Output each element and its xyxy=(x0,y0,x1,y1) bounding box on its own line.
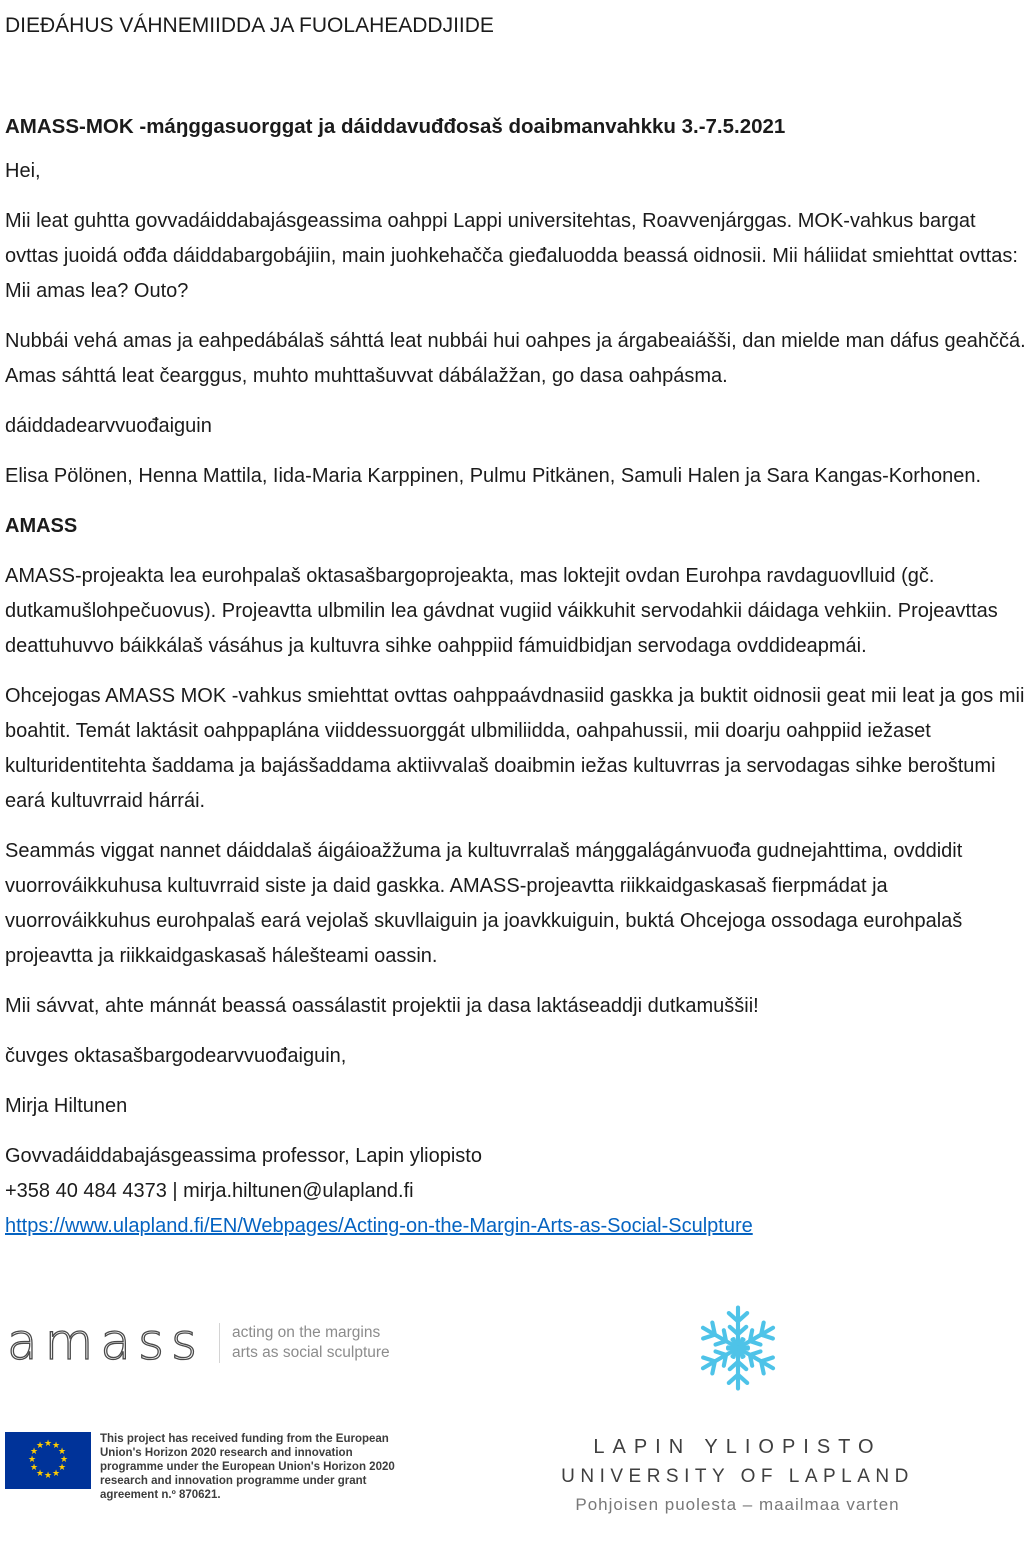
paragraph-ohcejogas: Ohcejogas AMASS MOK -vahkus smiehttat ovttas oahppaávdnasiid gaskka ja buktit oidnosii geat mii leat ja gos mii boahtit. Temát laktásit oahppaplána viiddessuorggát ulbmiliidda, oahpahussii, mii doarju oahppiid iežaset kulturidentitehta šaddama ja bajásšaddama aktiivvalaš doaibmin iežas kultuvrras ja servodagas sihke beroštumi eará kultuvrraid hárrái. xyxy=(5,685,1025,812)
amass-logo xyxy=(5,1314,445,1372)
footer-right-column xyxy=(445,1300,1030,1515)
svg-text:★: ★ xyxy=(35,1469,45,1479)
snowflake-icon xyxy=(692,1302,784,1394)
signer-name: Mirja Hiltunen xyxy=(5,1095,128,1117)
regards-art: dáiddadearvvuođaiguin xyxy=(5,415,212,437)
svg-text:★: ★ xyxy=(59,1455,69,1465)
closing-regards: čuvges oktasašbargodearvvuođaiguin, xyxy=(5,1045,347,1067)
amass-taglines xyxy=(219,1323,390,1363)
document-title: AMASS-MOK -máŋggasuorggat ja dáiddavuđđosaš doaibmanvahkku 3.-7.5.2021 xyxy=(5,115,786,138)
svg-text:★: ★ xyxy=(43,1471,53,1481)
signer-title: Govvadáiddabajásgeassima professor, Lapin yliopisto xyxy=(5,1145,482,1167)
university-link[interactable]: https://www.ulapland.fi/EN/Webpages/Acting-on-the-Margin-Arts-as-Social-Sculpture xyxy=(5,1215,753,1237)
amass-section-heading: AMASS xyxy=(5,515,78,537)
svg-text:★: ★ xyxy=(27,1455,37,1465)
svg-text:★: ★ xyxy=(35,1441,45,1451)
svg-text:★: ★ xyxy=(29,1463,39,1473)
lapland-name-en: UNIVERSITY OF LAPLAND xyxy=(561,1466,914,1487)
lapland-slogan: Pohjoisen puolesta – maailmaa varten xyxy=(575,1495,900,1514)
greeting: Hei, xyxy=(5,160,41,182)
link-line xyxy=(5,1209,1030,1244)
eu-funding-text: This project has received funding from the European Union's Horizon 2020 research and innovation programme under the European Union's Horizon 2020 research and innovation programme under grant agreement n.º 870621. xyxy=(100,1433,395,1501)
paragraph-amas: Nubbái vehá amas ja eahpedábálaš sáhttá leat nubbái hui oahpes ja árgabeaiášši, dan mielde man dáfus geahččá. Amas sáhttá leat čearggus, muhto muhttašuvvat dábálažžan, go dasa oahpásma. xyxy=(5,330,1026,387)
lapland-name-fi: LAPIN YLIOPISTO xyxy=(593,1436,882,1458)
svg-text:★: ★ xyxy=(57,1447,67,1457)
footer xyxy=(5,1300,1030,1515)
eu-funding-block xyxy=(5,1432,445,1502)
document-header: DIEĐÁHUS VÁHNEMIIDDA JA FUOLAHEADDJIIDE xyxy=(5,14,494,37)
signer-contact: +358 40 484 4373 | mirja.hiltunen@ulapland.fi xyxy=(5,1180,414,1202)
amass-logo-letters-icon xyxy=(5,1314,207,1372)
svg-text:★: ★ xyxy=(51,1441,61,1451)
amass-tagline-2: arts as social sculpture xyxy=(232,1344,390,1361)
svg-text:★: ★ xyxy=(29,1447,39,1457)
lapland-logo xyxy=(692,1302,784,1400)
paragraph-intro: Mii leat guhtta govvadáiddabajásgeassima oahppi Lappi universitehtas, Roavvenjárggas. MOK-vahkus bargat ovttas juoidá ođđa dáiddabargobájiin, main juohkehačča gieđaluodda beassá oidnosii. Mii háliidat smiehttat ovttas: Mii amas lea? Outo? xyxy=(5,210,1018,302)
signature-block xyxy=(5,1139,1030,1244)
svg-text:amass: amass xyxy=(7,1314,205,1371)
paragraph-seammas: Seammás viggat nannet dáiddalaš áigáioažžuma ja kultuvrralaš máŋggalágánvuođa gudnejahttima, ovddidit vuorrováikkuhusa kultuvrraid siste ja daid gaskka. AMASS-projeavtta riikkaidgaskasaš fierpmádat ja vuorrováikkuhus eurohpalaš eará vejolaš skuvllaiguin ja joavkkuiguin, buktá Ohcejoga ossodaga eurohpalaš projeavtta ja riikkaidgaskasaš hálešteami oassin. xyxy=(5,840,963,967)
eu-flag-icon xyxy=(5,1432,91,1489)
svg-text:★: ★ xyxy=(43,1439,53,1449)
footer-left-column xyxy=(5,1300,445,1502)
paragraph-wish: Mii sávvat, ahte mánnát beassá oassálastit projektii ja dasa laktáseaddji dutkamuššii! xyxy=(5,995,759,1017)
amass-tagline-1: acting on the margins xyxy=(232,1324,381,1341)
names-line: Elisa Pölönen, Henna Mattila, Iida-Maria Karppinen, Pulmu Pitkänen, Samuli Halen ja Sara Kangas-Korhonen. xyxy=(5,465,982,487)
svg-text:★: ★ xyxy=(51,1469,61,1479)
svg-text:★: ★ xyxy=(57,1463,67,1473)
paragraph-amass-project: AMASS-projeakta lea eurohpalaš oktasašbargoprojeakta, mas loktejit ovdan Eurohpa ravdaguovlluid (gč. dutkamušlohpečuovus). Projeavtta ulbmilin lea gávdnat vugiid váikkuhit servodahkii dáidaga vehkiin. Projeavttas deattuhuvvo báikkálaš vásáhus ja kultuvra sihke oahppiid fámuidbidjan servodaga ovddideapmái. xyxy=(5,565,998,657)
